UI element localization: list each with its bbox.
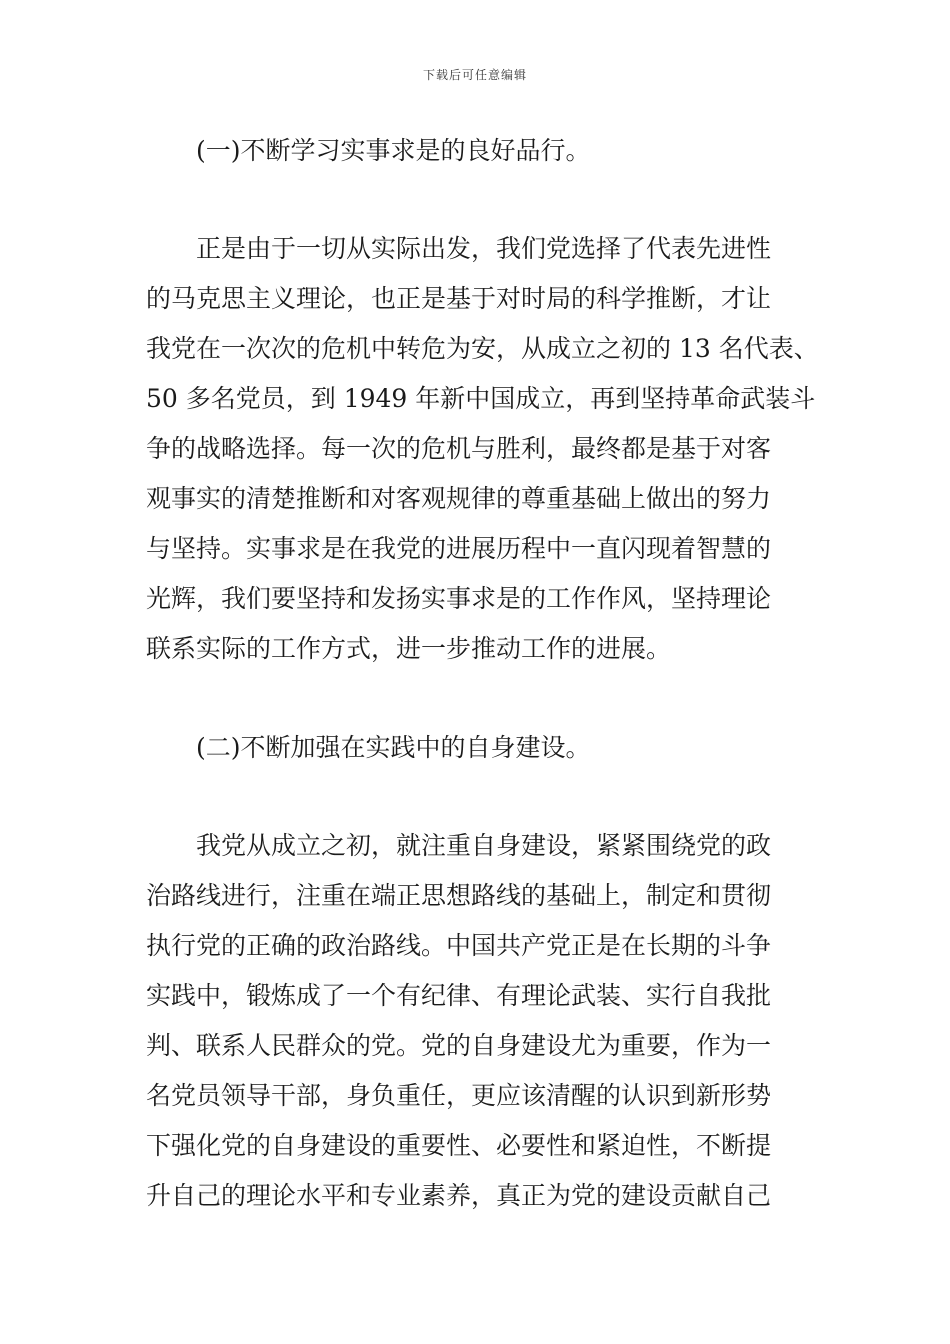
paragraph-line: 名党员领导干部，身负重任，更应该清醒的认识到新形势: [146, 1081, 772, 1110]
paragraph-line: 与坚持。实事求是在我党的进展历程中一直闪现着智慧的: [146, 534, 772, 563]
paragraph-line: 正是由于一切从实际出发，我们党选择了代表先进性: [196, 234, 772, 263]
paragraph-line: 下强化党的自身建设的重要性、必要性和紧迫性，不断提: [146, 1131, 772, 1160]
header-note: 下载后可任意编辑: [422, 68, 527, 82]
paragraph-line: 的马克思主义理论，也正是基于对时局的科学推断，才让: [146, 284, 772, 313]
paragraph-line: 观事实的清楚推断和对客观规律的尊重基础上做出的努力: [146, 484, 772, 513]
paragraph-line: 我党在一次次的危机中转危为安，从成立之初的 13 名代表、: [146, 334, 819, 363]
paragraph-line: 争的战略选择。每一次的危机与胜利，最终都是基于对客: [146, 434, 772, 463]
section-paragraph-1: [146, 224, 819, 674]
paragraph-line: 实践中，锻炼成了一个有纪律、有理论武装、实行自我批: [146, 981, 772, 1010]
paragraph-line: 判、联系人民群众的党。党的自身建设尤为重要，作为一: [146, 1031, 772, 1060]
section-heading-1: (一)不断学习实事求是的良好品行。: [196, 136, 591, 165]
paragraph-line: 联系实际的工作方式，进一步推动工作的进展。: [146, 634, 672, 663]
paragraph-line: 升自己的理论水平和专业素养，真正为党的建设贡献自己: [146, 1181, 772, 1210]
paragraph-line: 治路线进行，注重在端正思想路线的基础上，制定和贯彻: [146, 881, 772, 910]
paragraph-line: 执行党的正确的政治路线。中国共产党正是在长期的斗争: [146, 931, 772, 960]
paragraph-line: 我党从成立之初，就注重自身建设，紧紧围绕党的政: [196, 831, 772, 860]
paragraph-line: 光辉，我们要坚持和发扬实事求是的工作作风，坚持理论: [146, 584, 772, 613]
section-heading-2: (二)不断加强在实践中的自身建设。: [196, 733, 591, 762]
paragraph-line: 50 多名党员，到 1949 年新中国成立，再到坚持革命武装斗: [146, 384, 816, 413]
section-paragraph-2: [146, 821, 816, 1221]
